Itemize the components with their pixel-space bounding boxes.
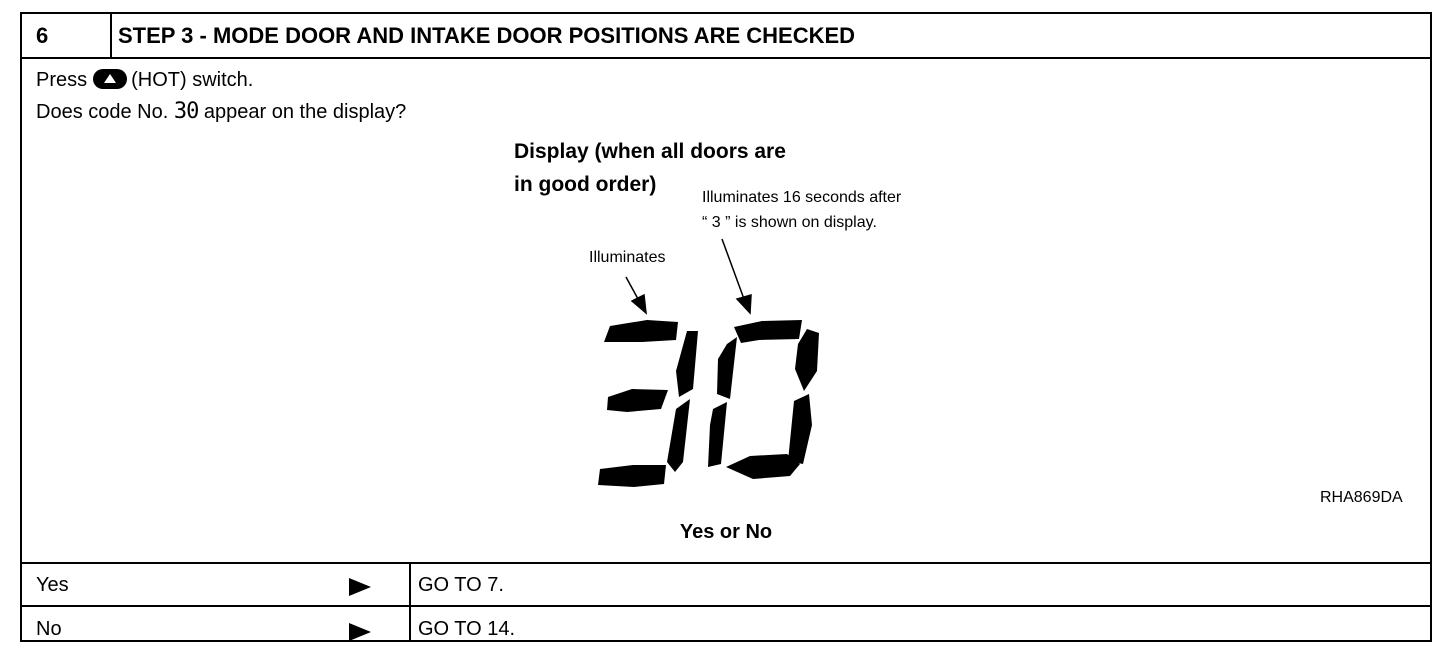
segment-c <box>788 394 812 464</box>
segment-e <box>708 402 727 467</box>
step-header <box>22 14 1430 59</box>
segment-f <box>717 337 737 399</box>
segment-a <box>734 320 802 343</box>
figure-id: RHA869DA <box>1320 489 1403 506</box>
segment-d <box>726 454 800 479</box>
row-divider <box>409 607 411 642</box>
pointer-arrowhead-right <box>737 295 751 313</box>
digit-3 <box>598 320 698 487</box>
question-suffix: appear on the display? <box>203 101 407 123</box>
press-suffix: (HOT) switch. <box>131 69 254 91</box>
question-code: 30 <box>173 99 199 124</box>
action-yes: GO TO 7. <box>418 574 504 596</box>
row-divider <box>409 564 411 605</box>
press-prefix: Press <box>36 69 88 91</box>
segment-b <box>676 331 698 397</box>
step-body <box>22 59 1430 564</box>
display-title: Display (when all doors are in good order) <box>514 140 786 196</box>
step-title: STEP 3 - MODE DOOR AND INTAKE DOOR POSITIONS ARE CHECKED <box>118 23 856 48</box>
segment-c <box>667 399 690 472</box>
note-16-seconds: Illuminates 16 seconds after “ 3 ” is shown on display. <box>702 189 902 231</box>
question-prefix: Does code No. <box>36 101 169 123</box>
right-arrow-icon <box>349 623 371 641</box>
step-number: 6 <box>22 14 112 57</box>
answer-row-no <box>22 607 1430 640</box>
yes-or-no-prompt: Yes or No <box>679 521 773 543</box>
pointer-arrows <box>626 239 751 313</box>
segment-g <box>607 389 668 412</box>
pointer-line-left <box>626 277 638 299</box>
pointer-arrowhead-left <box>632 295 646 313</box>
action-no: GO TO 14. <box>418 618 516 640</box>
answer-label-yes: Yes <box>36 574 69 596</box>
answer-label-no: No <box>36 618 62 640</box>
right-arrow-icon <box>349 578 371 596</box>
segment-d <box>598 465 666 487</box>
pointer-line-right <box>722 239 744 299</box>
procedure-table <box>20 12 1432 642</box>
note-illuminates: Illuminates <box>589 249 666 266</box>
digit-0 <box>708 320 819 479</box>
segment-a <box>604 320 678 342</box>
seven-segment-display <box>22 59 1430 564</box>
answer-row-yes <box>22 564 1430 607</box>
